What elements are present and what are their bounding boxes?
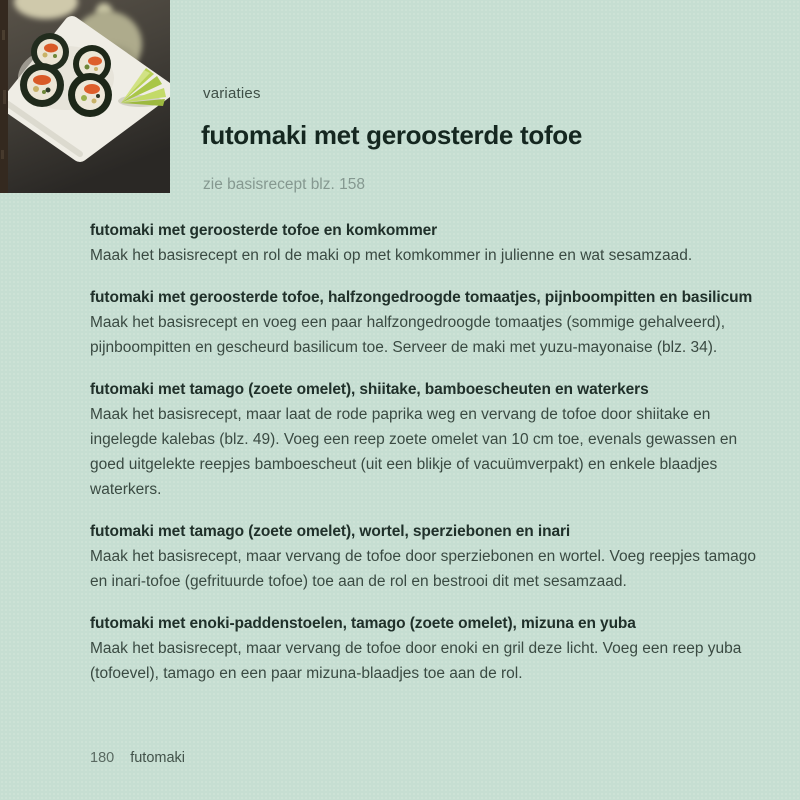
- futomaki-photo: [0, 0, 170, 193]
- page-footer: [90, 750, 185, 766]
- variation-heading: futomaki met tamago (zoete omelet), wortel, sperziebonen en inari: [90, 523, 571, 540]
- variation-body: Maak het basisrecept, maar vervang de tofoe door sperziebonen en wortel. Voeg reepjes tamago en inari-tofoe (gefrituurde tofoe) toe aan de rol en bestrooi dit met sesamzaad.: [90, 548, 757, 590]
- variation-heading: futomaki met geroosterde tofoe, halfzongedroogde tomaatjes, pijnboompitten en basilicum: [90, 289, 753, 306]
- footer-section-label: futomaki: [130, 750, 186, 766]
- variation-body: Maak het basisrecept en voeg een paar halfzongedroogde tomaatjes (sommige gehalveerd), pijnboompitten en gescheurd basilicum toe. Serveer de maki met yuzu-mayonaise (blz. 34).: [90, 314, 726, 356]
- futomaki-photo-illustration: [0, 0, 170, 193]
- variation-heading: futomaki met tamago (zoete omelet), shiitake, bamboescheuten en waterkers: [90, 381, 649, 398]
- variation-heading: futomaki met enoki-paddenstoelen, tamago (zoete omelet), mizuna en yuba: [90, 615, 636, 632]
- page-number: 180: [90, 750, 115, 766]
- variations-list: [90, 218, 758, 703]
- variation-body: Maak het basisrecept en rol de maki op met komkommer in julienne en wat sesamzaad.: [90, 247, 693, 264]
- variation-item: [90, 377, 758, 502]
- base-recipe-reference: zie basisrecept blz. 158: [203, 176, 365, 193]
- variation-item: [90, 519, 758, 594]
- variation-body: Maak het basisrecept, maar laat de rode paprika weg en vervang de tofoe door shiitake en ingelegde kalebas (blz. 49). Voeg een reep zoete omelet van 10 cm toe, evenals gewassen en goed uitgelekte reepjes bamboescheut (uit een blikje of vacuümverpakt) en enkele blaadjes waterkers.: [90, 406, 738, 498]
- variation-item: [90, 218, 758, 268]
- variation-body: Maak het basisrecept, maar vervang de tofoe door enoki en gril deze licht. Voeg een reep yuba (tofoevel), tamago en een paar mizuna-blaadjes toe aan de rol.: [90, 640, 742, 682]
- variation-heading: futomaki met geroosterde tofoe en komkommer: [90, 222, 438, 239]
- variation-item: [90, 285, 758, 360]
- variation-item: [90, 611, 758, 686]
- page-title: futomaki met geroosterde tofoe: [201, 120, 583, 150]
- section-kicker: variaties: [203, 85, 261, 102]
